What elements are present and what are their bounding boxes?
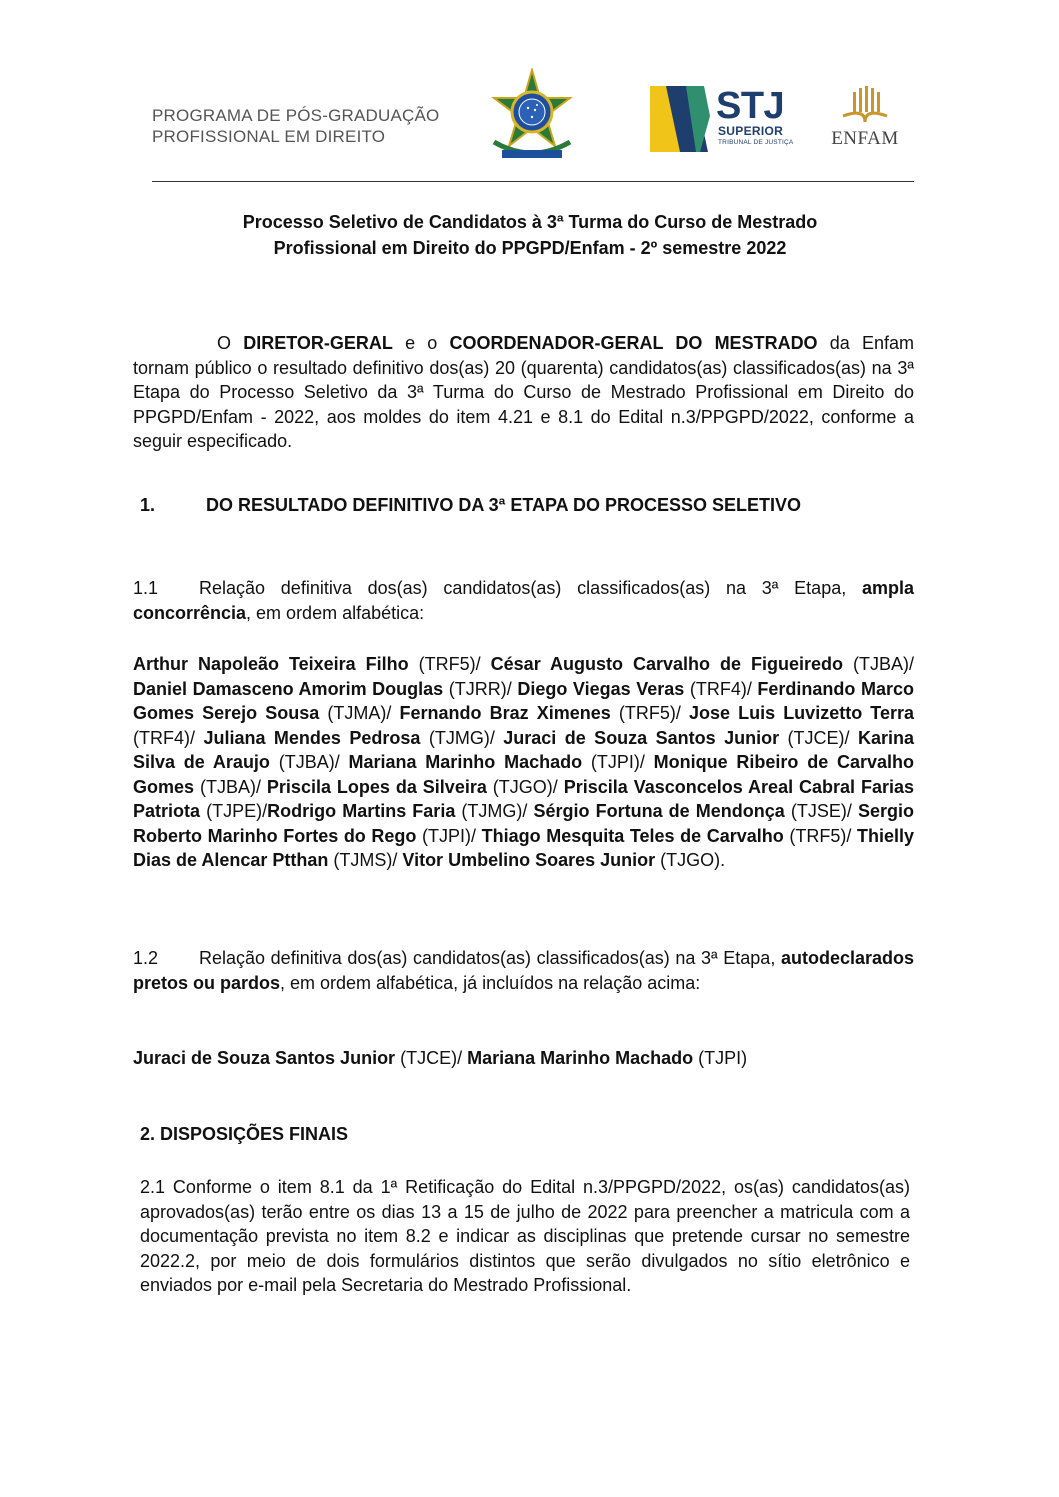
candidate-name: Priscila Vasconcelos Areal Cabral Farias Patriota [133,776,915,821]
candidate-name: Thiago Mesquita Teles de Carvalho [481,825,784,846]
candidate-name: César Augusto Carvalho de Figueiredo [490,654,843,674]
item-2-1: 2.1 Conforme o item 8.1 da 1ª Retificação do Edital n.3/PPGPD/2022, os(as) candidatos(as) aprovados(as) terão entre os dias 13 a 15 de julho de 2022 para preencher a matricula com a documentação prevista no item 8.2 e indicar as disciplinas que pretende cursar no semestre 2022.2, por meio de dois formulários distintos que serão divulgados no sítio eletrônico e enviados por e-mail pela Secretaria do Mestrado Profissional. [140,1177,910,1295]
candidate-court: (TJPI) [693,1048,748,1068]
title-line-1: Processo Seletivo de Candidatos à 3ª Turma do Curso de Mestrado [242,212,818,232]
candidate-court: (TJCE)/ [779,727,858,748]
item-1-2-tail: , em ordem alfabética, já incluídos na relação acima: [280,972,701,993]
candidate-name: Sérgio Fortuna de Mendonça [533,801,785,821]
candidate-court: (TJGO)/ [486,776,564,797]
intro-paragraph [133,331,914,454]
candidate-name: Daniel Damasceno Amorim Douglas [133,678,444,699]
intro-bold-director: DIRETOR-GERAL [243,333,393,353]
item-1-1-tail: , em ordem alfabética: [246,602,425,623]
candidate-name: Karina Silva de Araujo [133,727,914,772]
candidate-name: Rodrigo Martins Faria [267,801,456,821]
candidate-court: (TJBA)/ [843,654,914,674]
item-1-1-bold: ampla concorrência [133,578,914,623]
document-title [140,209,920,261]
intro-bold-coordinator: COORDENADOR-GERAL DO MESTRADO [449,333,818,353]
candidate-court: (TRF5)/ [610,703,689,723]
page-header [0,0,1059,190]
candidate-name: Fernando Braz Ximenes [399,703,611,723]
candidate-court: (TJSE)/ [784,801,858,821]
candidate-name: Arthur Napoleão Teixeira Filho [133,654,409,674]
item-1-2-bold: autodeclarados pretos ou pardos [133,948,914,993]
program-name [152,105,439,147]
candidate-court: (TRF5)/ [783,825,857,846]
section-1-number: 1. [140,495,156,515]
item-1-1-number: 1.1 [133,578,159,598]
candidate-court: (TJCE)/ [395,1048,468,1068]
candidate-court: (TJMG)/ [455,801,534,821]
item-1-1-text: Relação definitiva dos(as) candidatos(as) classificados(as) na 3ª Etapa, [199,578,862,598]
candidate-court: (TRF5)/ [408,654,491,674]
item-1-1 [133,576,914,625]
candidate-name: Diego Viegas Veras [517,678,685,699]
candidate-name: Mariana Marinho Machado [467,1048,694,1068]
candidate-name: Juliana Mendes Pedrosa [203,727,421,748]
candidate-court: (TJPI)/ [582,752,654,772]
item-1-2-number: 1.2 [133,948,159,968]
enfam-book-icon [835,86,895,126]
brazil-coat-of-arms-icon [484,68,580,166]
candidate-court: (TJRR)/ [443,678,518,699]
candidate-court: (TJGO). [655,850,726,870]
candidate-court: (TJMS)/ [328,850,403,870]
candidate-court: (TJBA)/ [269,752,349,772]
enfam-text: ENFAM [831,128,899,149]
stj-emblem-icon [650,86,710,152]
stj-text: STJ [716,85,785,127]
candidate-court: (TJMG)/ [420,727,504,748]
candidate-name: Sergio Roberto Marinho Fortes do Rego [133,801,914,846]
intro-mid: e o [392,333,450,353]
candidate-court: (TJMA)/ [319,703,400,723]
candidate-name: Mariana Marinho Machado [348,752,583,772]
program-line-2: PROFISSIONAL EM DIREITO [152,127,386,146]
item-1-2-text: Relação definitiva dos(as) candidatos(as) classificados(as) na 3ª Etapa, [199,948,781,968]
candidate-court: (TRF4)/ [133,727,204,748]
enfam-logo [822,86,908,152]
stj-subtitle-small: TRIBUNAL DE JUSTIÇA [718,139,794,146]
candidate-court: (TJPE)/ [200,801,268,821]
section-1-heading [140,495,801,516]
stj-subtitle: SUPERIOR [718,124,784,138]
intro-rest: da Enfam tornam público o resultado definitivo dos(as) 20 (quarenta) candidatos(as) classificados(as) na 3ª Etapa do Processo Seletivo da 3ª Turma do Curso de Mestrado Profissional em Direito do PPGPD/Enfam - 2022, aos moldes do item 4.21 e 8.1 do Edital n.3/PPGPD/2022, conforme a seguir especificado. [133,333,914,451]
section-2-heading: 2. DISPOSIÇÕES FINAIS [140,1124,349,1144]
candidate-name: Ferdinando Marco Gomes Serejo Sousa [133,678,915,723]
stj-logo [650,86,810,152]
candidate-name: Juraci de Souza Santos Junior [133,1048,396,1068]
item-1-2 [133,946,914,995]
title-line-2: Profissional em Direito do PPGPD/Enfam - 2º semestre 2022 [273,238,787,258]
candidate-name: Monique Ribeiro de Carvalho Gomes [133,752,915,797]
candidate-name: Thielly Dias de Alencar Ptthan [133,825,914,870]
section-1-title: DO RESULTADO DEFINITIVO DA 3ª ETAPA DO PROCESSO SELETIVO [206,495,802,515]
candidate-court: (TRF4)/ [684,678,758,699]
program-line-1: PROGRAMA DE PÓS-GRADUAÇÃO [152,106,440,125]
candidate-court: (TJPI)/ [416,825,482,846]
candidate-list-autodeclarados [133,1046,914,1071]
candidate-name: Priscila Lopes da Silveira [266,776,487,797]
intro-lead: O [217,333,244,353]
candidate-name: Juraci de Souza Santos Junior [503,727,780,748]
candidate-name: Jose Luis Luvizetto Terra [688,703,914,723]
candidate-list-ampla [133,652,914,873]
candidate-name: Vitor Umbelino Soares Junior [402,850,656,870]
candidate-court: (TJBA)/ [194,776,267,797]
header-divider [152,181,914,182]
